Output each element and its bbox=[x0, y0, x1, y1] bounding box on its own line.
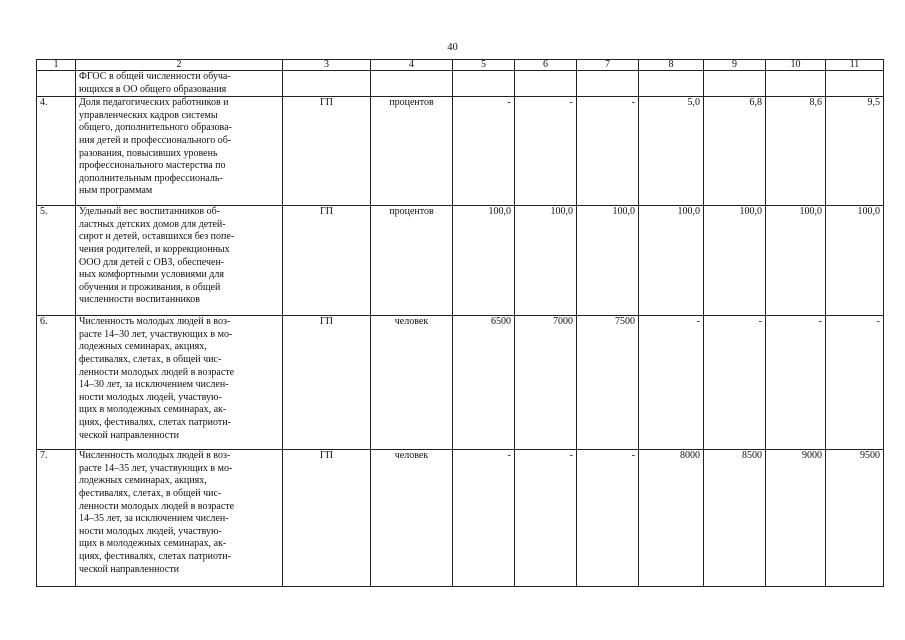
indicator-name-line: ООО для детей с ОВЗ, обеспечен- bbox=[79, 256, 225, 268]
indicator-table bbox=[36, 59, 884, 587]
value-cell-year-7: - bbox=[826, 316, 884, 450]
table-row bbox=[37, 316, 884, 450]
value-cell-year-4: 100,0 bbox=[639, 206, 704, 316]
value-cell-year-2: 7000 bbox=[515, 316, 577, 450]
value-cell-year-1: - bbox=[453, 450, 515, 587]
indicator-name-line: ных комфортными условиями для bbox=[79, 269, 224, 281]
column-number-row bbox=[37, 60, 884, 71]
indicator-name-line: ческой направленности bbox=[79, 429, 179, 441]
value-cell-year-6: 100,0 bbox=[766, 206, 826, 316]
column-number-10: 10 bbox=[766, 60, 826, 71]
indicator-name-cell bbox=[76, 71, 283, 97]
row-number-cell: 7. bbox=[37, 450, 76, 587]
indicator-name-line: 14–35 лет, за исключением числен- bbox=[79, 513, 229, 525]
value-cell-year-4: - bbox=[639, 316, 704, 450]
indicator-name-line: ности молодых людей, участвую- bbox=[79, 391, 222, 403]
row-number-cell: 4. bbox=[37, 97, 76, 206]
source-cell: ГП bbox=[283, 450, 371, 587]
value-cell-year-6: - bbox=[766, 316, 826, 450]
value-cell-year-5: 8500 bbox=[704, 450, 766, 587]
indicator-name-line: лодежных семинарах, акциях, bbox=[79, 475, 207, 487]
indicator-name-line: расте 14–30 лет, участвующих в мо- bbox=[79, 328, 233, 340]
indicator-name-line: Удельный вес воспитанников об- bbox=[79, 206, 220, 218]
value-cell-year-1: 6500 bbox=[453, 316, 515, 450]
indicator-name-line: расте 14–35 лет, участвующих в мо- bbox=[79, 462, 233, 474]
indicator-name-line: фестивалях, слетах, в общей чис- bbox=[79, 487, 222, 499]
unit-cell: человек bbox=[371, 316, 453, 450]
unit-cell: процентов bbox=[371, 97, 453, 206]
page-number: 40 bbox=[447, 42, 458, 53]
indicator-name-line: разования, повысивших уровень bbox=[79, 147, 218, 159]
value-cell-year-6: 8,6 bbox=[766, 97, 826, 206]
column-number-3: 3 bbox=[283, 60, 371, 71]
value-cell-year-4: 8000 bbox=[639, 450, 704, 587]
value-cell-year-3: - bbox=[577, 450, 639, 587]
value-cell-year-7: 100,0 bbox=[826, 206, 884, 316]
indicator-name-line: Доля педагогических работников и bbox=[79, 97, 229, 109]
value-cell-year-2: - bbox=[515, 97, 577, 206]
table-row bbox=[37, 206, 884, 316]
unit-cell: человек bbox=[371, 450, 453, 587]
indicator-name-line: ющихся в ОО общего образования bbox=[79, 83, 227, 95]
table-row bbox=[37, 450, 884, 587]
indicator-name-line: ФГОС в общей численности обуча- bbox=[79, 71, 231, 82]
indicator-name-line: циях, фестивалях, слетах патриоти- bbox=[79, 550, 231, 562]
column-number-11: 11 bbox=[826, 60, 884, 71]
column-number-9: 9 bbox=[704, 60, 766, 71]
indicator-name-line: фестивалях, слетах, в общей чис- bbox=[79, 353, 222, 365]
indicator-name-cell bbox=[76, 206, 283, 316]
value-cell-year-5: 100,0 bbox=[704, 206, 766, 316]
column-number-5: 5 bbox=[453, 60, 515, 71]
indicator-name-line: чения родителей, и коррекционных bbox=[79, 243, 230, 255]
indicator-name-line: профессионального мастерства по bbox=[79, 160, 226, 172]
indicator-name-line: общего, дополнительного образова- bbox=[79, 122, 232, 134]
value-cell-year-1: 100,0 bbox=[453, 206, 515, 316]
indicator-name-line: ным программам bbox=[79, 185, 153, 197]
indicator-name-line: ности молодых людей, участвую- bbox=[79, 525, 222, 537]
unit-cell: процентов bbox=[371, 206, 453, 316]
value-cell-year-5: - bbox=[704, 316, 766, 450]
column-number-8: 8 bbox=[639, 60, 704, 71]
value-cell-year-3: 7500 bbox=[577, 316, 639, 450]
indicator-name-line: сирот и детей, оставшихся без попе- bbox=[79, 231, 235, 243]
source-cell: ГП bbox=[283, 316, 371, 450]
indicator-name-line: ленности молодых людей в возрасте bbox=[79, 366, 235, 378]
source-cell: ГП bbox=[283, 206, 371, 316]
value-cell-year-7: 9500 bbox=[826, 450, 884, 587]
column-number-7: 7 bbox=[577, 60, 639, 71]
indicator-name-line: ластных детских домов для детей- bbox=[79, 218, 226, 230]
indicator-name-line: щих в молодежных семинарах, ак- bbox=[79, 538, 227, 550]
indicator-name-line: ния детей и профессионального об- bbox=[79, 134, 232, 146]
value-cell-year-1: - bbox=[453, 97, 515, 206]
indicator-name-line: управленческих кадров системы bbox=[79, 109, 218, 121]
source-cell: ГП bbox=[283, 97, 371, 206]
table-row-continuation bbox=[37, 71, 884, 97]
indicator-name-line: Численность молодых людей в воз- bbox=[79, 450, 231, 462]
indicator-name-line: ленности молодых людей в возрасте bbox=[79, 500, 235, 512]
column-number-1: 1 bbox=[37, 60, 76, 71]
value-cell-year-3: - bbox=[577, 97, 639, 206]
value-cell-year-2: 100,0 bbox=[515, 206, 577, 316]
indicator-name-line: 14–30 лет, за исключением числен- bbox=[79, 379, 229, 391]
column-number-4: 4 bbox=[371, 60, 453, 71]
value-cell-year-2: - bbox=[515, 450, 577, 587]
value-cell-year-7: 9,5 bbox=[826, 97, 884, 206]
indicator-name-cell bbox=[76, 450, 283, 587]
indicator-name-line: циях, фестивалях, слетах патриоти- bbox=[79, 416, 231, 428]
row-number-cell: 5. bbox=[37, 206, 76, 316]
column-number-2: 2 bbox=[76, 60, 283, 71]
indicator-name-line: численности воспитанников bbox=[79, 294, 200, 306]
value-cell-year-4: 5,0 bbox=[639, 97, 704, 206]
indicator-name-line: дополнительным профессиональ- bbox=[79, 172, 223, 184]
indicator-name-cell bbox=[76, 316, 283, 450]
indicator-name-line: ческой направленности bbox=[79, 563, 179, 575]
column-number-6: 6 bbox=[515, 60, 577, 71]
indicator-name-line: лодежных семинарах, акциях, bbox=[79, 341, 207, 353]
row-number-cell bbox=[37, 71, 76, 97]
row-number-cell: 6. bbox=[37, 316, 76, 450]
indicator-name-line: Численность молодых людей в воз- bbox=[79, 316, 231, 328]
indicator-name-line: щих в молодежных семинарах, ак- bbox=[79, 404, 227, 416]
value-cell-year-3: 100,0 bbox=[577, 206, 639, 316]
table-row bbox=[37, 97, 884, 206]
indicator-name-line: обучения и проживания, в общей bbox=[79, 281, 221, 293]
value-cell-year-5: 6,8 bbox=[704, 97, 766, 206]
indicator-name-cell bbox=[76, 97, 283, 206]
value-cell-year-6: 9000 bbox=[766, 450, 826, 587]
